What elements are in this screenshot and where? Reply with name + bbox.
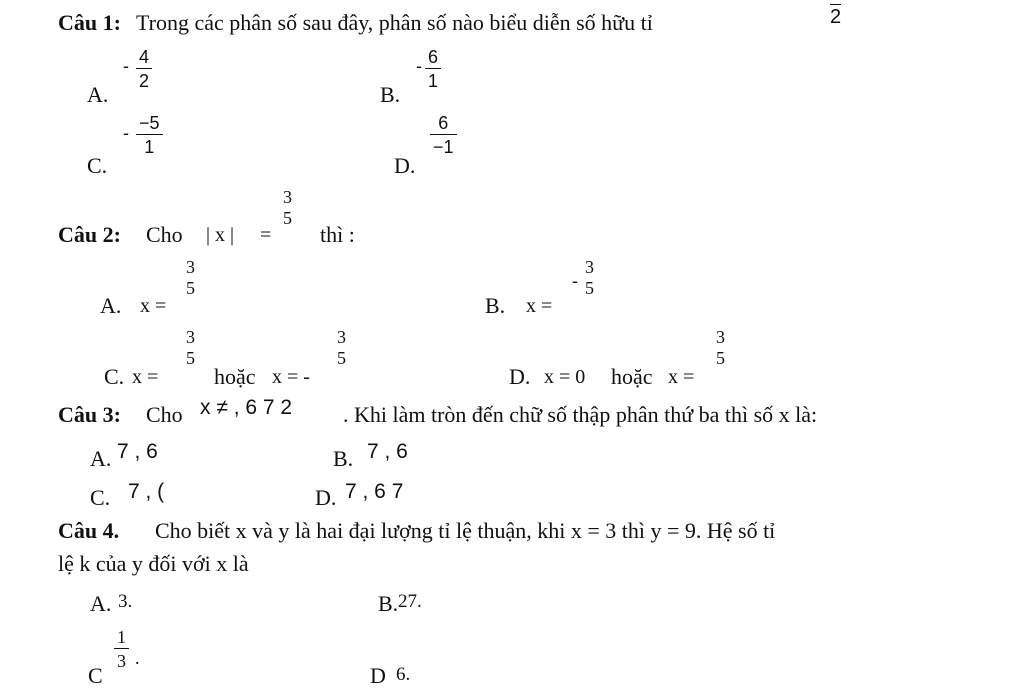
denominator: 5 [186, 348, 195, 368]
fraction-bar [136, 134, 163, 135]
q4-option-d-letter: D [370, 663, 386, 688]
numerator: 6 [428, 47, 439, 67]
q2-option-c-fraction-2 [334, 328, 349, 367]
q2-thi: thì : [320, 222, 355, 247]
q2-cho: Cho [146, 222, 183, 247]
numerator: 6 [438, 113, 449, 133]
q3-text: . Khi làm tròn đến chữ số thập phân thứ ba thì số x là: [343, 402, 818, 427]
numerator: 4 [139, 47, 150, 67]
denominator: 1 [144, 137, 155, 157]
q2-abs-x: | x | [206, 224, 235, 246]
q2-option-a-expr: x = [140, 295, 167, 317]
fraction-bar [114, 648, 129, 649]
q3-formula: x ≠ , 6 7 2 [200, 396, 293, 419]
q1-option-a-fraction [136, 48, 152, 90]
q2-option-d-fraction [713, 328, 728, 367]
q2-label: Câu 2: [58, 222, 121, 247]
fraction-bar [430, 134, 457, 135]
numerator: 3 [283, 187, 292, 207]
denominator: 3 [117, 651, 126, 671]
q2-option-c-fraction-1 [183, 328, 198, 367]
q1-option-a-letter: A. [87, 82, 109, 107]
denominator: 5 [186, 278, 195, 298]
q3-option-d-letter: D. [315, 485, 337, 510]
denominator: 5 [716, 348, 725, 368]
q2-equals: = [260, 224, 272, 246]
numerator: 3 [716, 327, 725, 347]
q1-option-c-letter: C. [87, 153, 108, 178]
q1-option-b-fraction [425, 48, 441, 90]
q3-option-c-value: 7 , ( [128, 480, 165, 503]
fraction-bar [136, 68, 152, 69]
numerator: 3 [337, 327, 346, 347]
q3-option-c-letter: C. [90, 485, 111, 510]
q1-target-number: 2 [830, 6, 842, 28]
q3-option-a-letter: A. [90, 446, 112, 471]
q3-option-b-value: 7 , 6 [367, 440, 408, 463]
q2-option-d-expr: x = 0 [544, 366, 586, 388]
q2-option-d-expr2: x = [668, 366, 695, 388]
denominator: 5 [337, 348, 346, 368]
numerator: 3 [186, 257, 195, 277]
q3-label: Câu 3: [58, 402, 121, 427]
q2-option-a-letter: A. [100, 293, 122, 318]
numerator: 1 [117, 627, 126, 647]
q1-option-b-sign: - [416, 56, 422, 76]
fraction-bar [425, 68, 441, 69]
q4-option-b-value: 27. [398, 591, 422, 612]
q3-option-b-letter: B. [333, 446, 354, 471]
q1-option-d-fraction [430, 114, 457, 156]
q3-option-d-value: 7 , 6 7 [345, 480, 404, 503]
q1-option-c-fraction [136, 114, 163, 156]
q1-option-c-sign: - [123, 123, 129, 143]
q2-option-c-letter: C. [104, 364, 125, 389]
denominator: 1 [428, 71, 439, 91]
q4-option-c-suffix: . [135, 648, 140, 668]
q1-option-d-letter: D. [394, 153, 416, 178]
q1-label: Câu 1: [58, 10, 121, 35]
q4-option-a-letter: A. [90, 591, 112, 616]
q4-option-b-letter: B. [378, 591, 399, 616]
q4-text-line2: lệ k của y đối với x là [58, 551, 249, 576]
q4-label: Câu 4. [58, 518, 120, 543]
q4-option-c-letter: C [88, 663, 103, 688]
q2-option-b-fraction [582, 258, 597, 297]
denominator: 2 [139, 71, 150, 91]
q4-option-a-value: 3. [118, 591, 133, 612]
q4-text-line1: Cho biết x và y là hai đại lượng tỉ lệ thuận, khi x = 3 thì y = 9. Hệ số tỉ [155, 518, 776, 543]
q3-cho: Cho [146, 402, 183, 427]
q2-option-a-fraction [183, 258, 198, 297]
q2-option-c-expr2: x = - [272, 366, 310, 388]
q2-option-c-or: hoặc [214, 364, 256, 389]
q1-option-a-sign: - [123, 56, 129, 76]
q2-option-b-letter: B. [485, 293, 506, 318]
numerator: 3 [585, 257, 594, 277]
q2-fraction [280, 188, 295, 227]
numerator: 3 [186, 327, 195, 347]
denominator: 5 [283, 208, 292, 228]
q3-option-a-value: 7 , 6 [117, 440, 158, 463]
q2-option-d-letter: D. [509, 364, 531, 389]
q2-option-c-expr: x = [132, 366, 159, 388]
q1-text: Trong các phân số sau đây, phân số nào biểu diễn số hữu tỉ [136, 10, 653, 35]
denominator: −1 [433, 137, 454, 157]
numerator: −5 [139, 113, 160, 133]
q2-option-b-sign: - [572, 271, 578, 291]
q1-option-b-letter: B. [380, 82, 401, 107]
q4-option-d-value: 6. [396, 664, 411, 685]
q4-option-c-fraction [114, 628, 129, 670]
denominator: 5 [585, 278, 594, 298]
q2-option-b-expr: x = [526, 295, 553, 317]
q2-option-d-or: hoặc [611, 364, 653, 389]
